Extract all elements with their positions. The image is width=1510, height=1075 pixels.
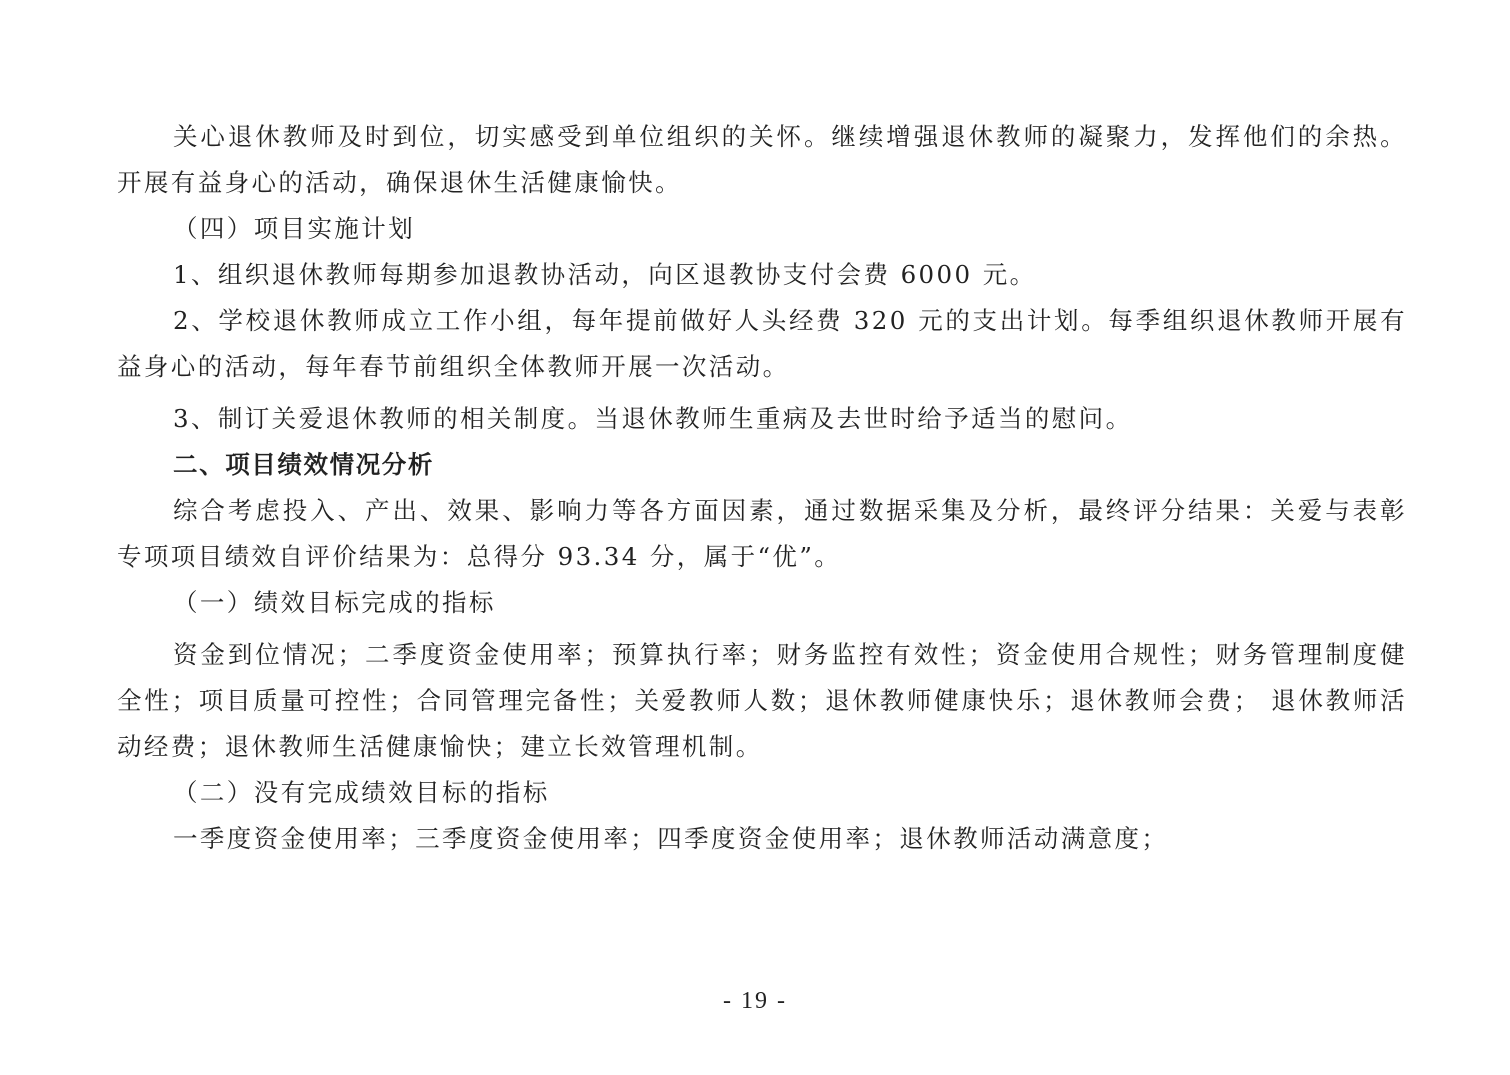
paragraph-performance-summary: 综合考虑投入、产出、效果、影响力等各方面因素，通过数据采集及分析，最终评分结果：关爱与表彰专项项目绩效自评价结果为：总得分 93.34 分，属于“优”。 xyxy=(117,496,1407,571)
paragraph-plan-item-1: 1、组织退休教师每期参加退教协活动，向区退教协支付会费 6000 元。 xyxy=(173,260,1037,289)
paragraph-plan-item-3: 3、制订关爱退休教师的相关制度。当退休教师生重病及去世时给予适当的慰问。 xyxy=(173,404,1133,433)
page-number: - 19 - xyxy=(723,988,787,1014)
subheading-uncompleted-indicators: （二）没有完成绩效目标的指标 xyxy=(173,778,550,807)
subheading-implementation-plan: （四）项目实施计划 xyxy=(173,214,416,243)
subheading-completed-indicators: （一）绩效目标完成的指标 xyxy=(173,588,496,617)
document-body xyxy=(117,114,1407,862)
section-heading-performance-analysis: 二、项目绩效情况分析 xyxy=(173,450,434,479)
paragraph-completed-indicators: 资金到位情况；二季度资金使用率；预算执行率；财务监控有效性；资金使用合规性；财务管理制度健全性；项目质量可控性；合同管理完备性；关爱教师人数；退休教师健康快乐；退休教师会费； 退休教师活动经费；退休教师生活健康愉快；建立长效管理机制。 xyxy=(117,640,1407,761)
paragraph-plan-item-2: 2、学校退休教师成立工作小组，每年提前做好人头经费 320 元的支出计划。每季组织退休教师开展有益身心的活动，每年春节前组织全体教师开展一次活动。 xyxy=(117,306,1407,381)
paragraph-uncompleted-indicators: 一季度资金使用率；三季度资金使用率；四季度资金使用率；退休教师活动满意度； xyxy=(173,824,1169,853)
paragraph-retiree-care: 关心退休教师及时到位，切实感受到单位组织的关怀。继续增强退休教师的凝聚力，发挥他们的余热。开展有益身心的活动，确保退休生活健康愉快。 xyxy=(117,122,1407,197)
